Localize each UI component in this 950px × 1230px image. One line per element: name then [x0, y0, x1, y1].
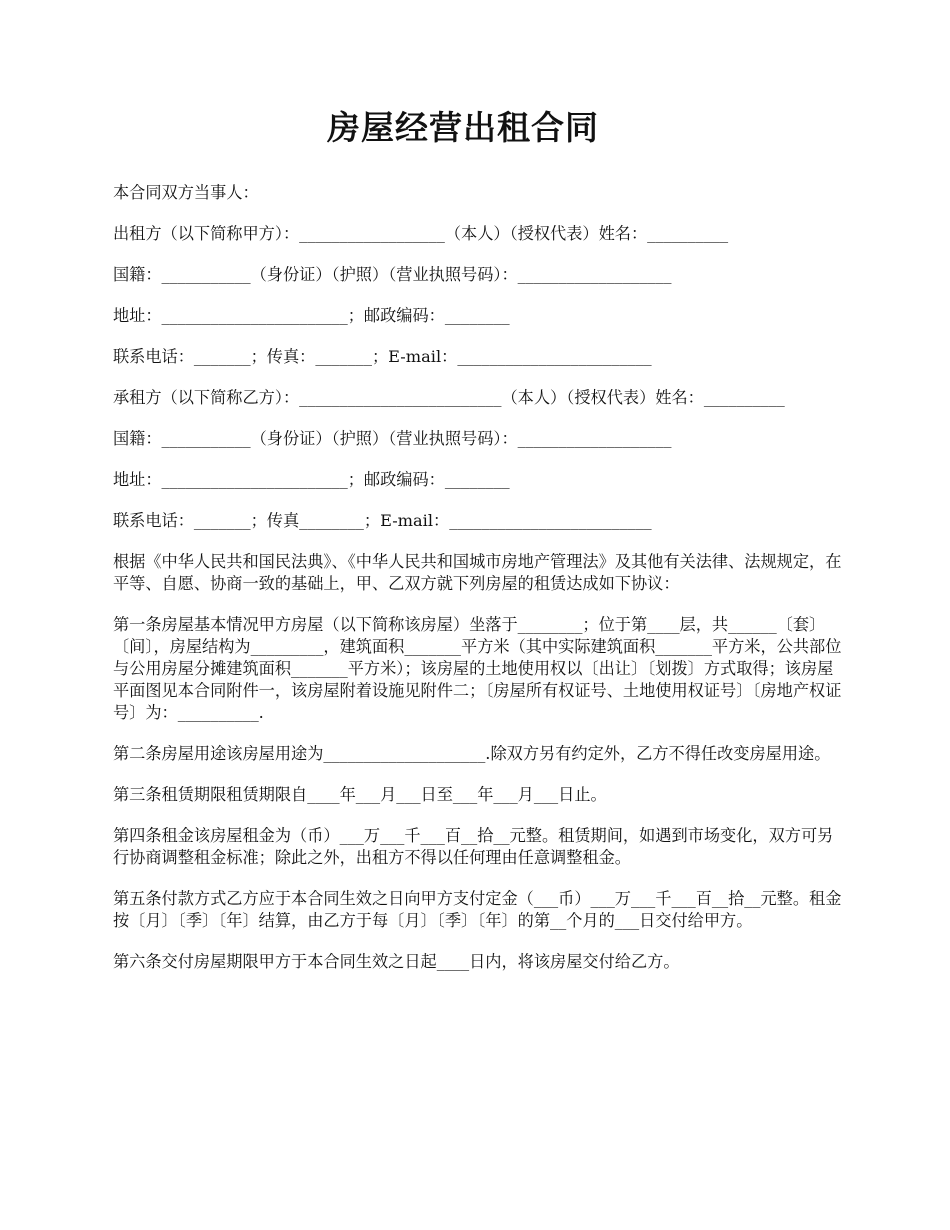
- article-3: 第三条租赁期限租赁期限自____年___月___日至___年___月___日止。: [113, 784, 607, 804]
- parties-intro: 本合同双方当事人：: [113, 182, 259, 202]
- article-6: 第六条交付房屋期限甲方于本合同生效之日起____日内，将该房屋交付给乙方。: [113, 951, 680, 971]
- article-1: 第一条房屋基本情况甲方房屋（以下简称该房屋）坐落于________；位于第____层，共______〔套〕〔间〕，房屋结构为_________，建筑面积_______平方米（其中实际建筑面积_______平方米，公共部位与公用房屋分摊建筑面积_______平方米）；该房屋的土地使用权以〔出让〕〔划拨〕方式取得；该房屋平面图见本合同附件一，该房屋附着设施见附件二；〔房屋所有权证号、土地使用权证号〕〔房地产权证号〕为：__________.: [113, 614, 842, 722]
- lessor-address: 地址：_______________________；邮政编码：________: [113, 305, 510, 325]
- lessee-address: 地址：_______________________；邮政编码：________: [113, 469, 510, 489]
- lessee-line: 承租方（以下简称乙方）：_________________________（本人）（授权代表）姓名：__________: [113, 387, 785, 407]
- lessor-nationality: 国籍：___________（身份证）（护照）（营业执照号码）：___________________: [113, 264, 672, 284]
- lessee-contact: 联系电话：_______；传真________；E-mail：_________________________: [113, 510, 652, 530]
- article-5: 第五条付款方式乙方应于本合同生效之日向甲方支付定金（___币）___万___千___百__拾__元整。租金按〔月〕〔季〕〔年〕结算，由乙方于每〔月〕〔季〕〔年〕的第__个月的___日交付给甲方。: [113, 888, 842, 930]
- lessee-nationality: 国籍：___________（身份证）（护照）（营业执照号码）：___________________: [113, 428, 672, 448]
- article-4: 第四条租金该房屋租金为（币）___万___千___百__拾__元整。租赁期间，如遇到市场变化，双方可另行协商调整租金标准；除此之外，出租方不得以任何理由任意调整租金。: [113, 825, 834, 867]
- legal-basis: 根据《中华人民共和国民法典》、《中华人民共和国城市房地产管理法》及其他有关法律、法规规定，在平等、自愿、协商一致的基础上，甲、乙双方就下列房屋的租赁达成如下协议：: [113, 551, 842, 593]
- article-2: 第二条房屋用途该房屋用途为____________________.除双方另有约定外，乙方不得任改变房屋用途。: [113, 743, 831, 763]
- lessor-contact: 联系电话：_______；传真：_______；E-mail：________________________: [113, 346, 652, 366]
- lessor-line: 出租方（以下简称甲方）：__________________（本人）（授权代表）姓名：__________: [113, 223, 729, 243]
- contract-page: [113, 108, 843, 992]
- document-title: 房屋经营出租合同: [327, 108, 599, 147]
